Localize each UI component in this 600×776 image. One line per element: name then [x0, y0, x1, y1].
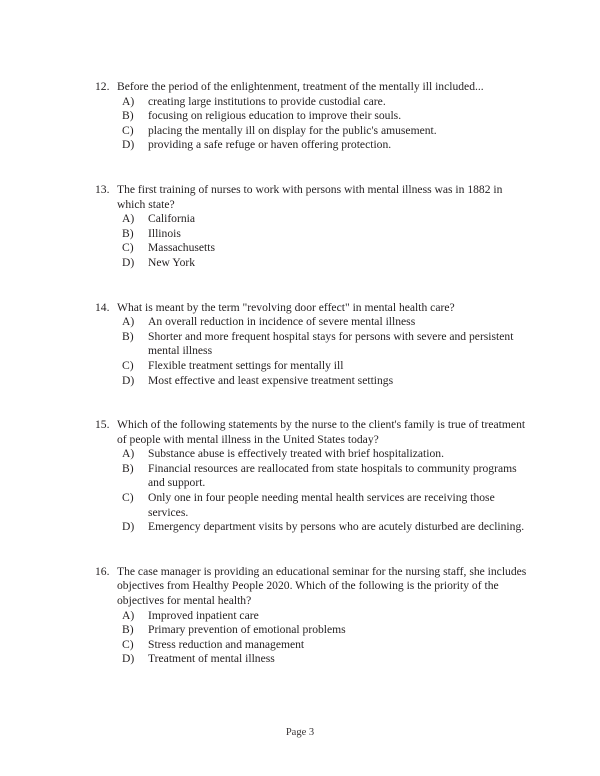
answer-option[interactable] — [95, 359, 527, 374]
option-text: placing the mentally ill on display for the public's amusement. — [148, 123, 437, 137]
question-number: 12. — [95, 80, 110, 93]
answer-option[interactable] — [95, 491, 527, 520]
answer-options — [95, 609, 527, 667]
answer-option[interactable] — [95, 447, 527, 462]
option-text: creating large institutions to provide custodial care. — [148, 94, 386, 108]
option-letter: A) — [122, 94, 135, 108]
question-stem — [95, 301, 527, 316]
question-number: 15. — [95, 418, 110, 432]
answer-option[interactable] — [95, 212, 527, 227]
question-number: 13. — [95, 182, 110, 196]
question-number: 14. — [95, 300, 110, 314]
option-letter: C) — [122, 123, 134, 137]
option-letter: D) — [122, 520, 135, 534]
answer-option[interactable] — [95, 623, 527, 638]
option-text: Improved inpatient care — [148, 608, 259, 622]
option-letter: A) — [122, 608, 135, 622]
page-footer: Page 3 — [285, 727, 315, 738]
question-stem-text: Before the period of the enlightenment, treatment of the mentally ill included... — [117, 80, 484, 93]
answer-option[interactable] — [95, 95, 527, 110]
answer-option[interactable] — [95, 374, 527, 389]
question-number: 16. — [95, 564, 110, 578]
question-stem — [95, 418, 527, 447]
option-letter: C) — [122, 358, 134, 372]
option-letter: D) — [122, 138, 135, 152]
option-text: Flexible treatment settings for mentally ill — [148, 358, 344, 372]
option-letter: D) — [122, 652, 135, 666]
question-stem-text: What is meant by the term "revolving door effect" in mental health care? — [117, 300, 455, 314]
answer-option[interactable] — [95, 124, 527, 139]
option-text: Shorter and more frequent hospital stays for persons with severe and persistent mental illness — [148, 329, 514, 358]
option-letter: B) — [122, 623, 134, 637]
option-text: Massachusetts — [148, 241, 215, 255]
answer-option[interactable] — [95, 109, 527, 124]
option-text: Substance abuse is effectively treated with brief hospitalization. — [148, 447, 444, 461]
answer-option[interactable] — [95, 227, 527, 242]
option-text: focusing on religious education to improve their souls. — [148, 109, 402, 123]
answer-option[interactable] — [95, 315, 527, 330]
option-letter: B) — [122, 226, 134, 240]
question-stem-text: Which of the following statements by the nurse to the client's family is true of treatment of people with mental illness in the United States today? — [117, 418, 526, 446]
option-letter: A) — [122, 447, 135, 461]
option-letter: D) — [122, 373, 135, 387]
option-text: New York — [148, 255, 196, 269]
question-block — [95, 183, 527, 271]
answer-options — [95, 315, 527, 388]
option-letter: A) — [122, 315, 135, 329]
question-list — [95, 80, 527, 667]
answer-option[interactable] — [95, 256, 527, 271]
option-text: Stress reduction and management — [148, 637, 305, 651]
question-stem — [95, 183, 527, 212]
answer-option[interactable] — [95, 609, 527, 624]
question-stem-text: The case manager is providing an educational seminar for the nursing staff, she includes objectives from Healthy People 2020. Which of the following is the priority of the objectives for mental health? — [117, 564, 527, 608]
option-text: Primary prevention of emotional problems — [148, 623, 346, 637]
option-text: providing a safe refuge or haven offering protection. — [148, 138, 392, 152]
question-stem — [95, 565, 527, 609]
answer-option[interactable] — [95, 241, 527, 256]
option-text: An overall reduction in incidence of severe mental illness — [148, 315, 416, 329]
answer-option[interactable] — [95, 330, 527, 359]
option-text: Treatment of mental illness — [148, 652, 275, 666]
option-text: Most effective and least expensive treatment settings — [148, 373, 394, 387]
option-letter: C) — [122, 637, 134, 651]
answer-options — [95, 447, 527, 535]
question-stem-text: The first training of nurses to work with persons with mental illness was in 1882 in which state? — [117, 182, 503, 211]
question-block — [95, 418, 527, 535]
option-letter: B) — [122, 329, 134, 343]
answer-option[interactable] — [95, 638, 527, 653]
option-text: Illinois — [148, 226, 181, 240]
answer-options — [95, 212, 527, 270]
question-block — [95, 80, 527, 153]
option-text: Financial resources are reallocated from state hospitals to community programs and support. — [148, 461, 517, 490]
option-text: California — [148, 212, 196, 226]
option-letter: B) — [122, 461, 134, 475]
option-letter: C) — [122, 241, 134, 255]
option-letter: C) — [122, 491, 134, 505]
option-text: Emergency department visits by persons who are acutely disturbed are declining. — [148, 520, 525, 534]
question-stem — [95, 80, 527, 95]
option-text: Only one in four people needing mental health services are receiving those services. — [148, 491, 495, 519]
option-letter: B) — [122, 109, 134, 123]
option-letter: A) — [122, 212, 135, 226]
question-block — [95, 301, 527, 389]
option-letter: D) — [122, 255, 135, 269]
question-block — [95, 565, 527, 667]
answer-option[interactable] — [95, 652, 527, 667]
answer-option[interactable] — [95, 138, 527, 153]
answer-options — [95, 95, 527, 153]
answer-option[interactable] — [95, 520, 527, 535]
answer-option[interactable] — [95, 462, 527, 491]
